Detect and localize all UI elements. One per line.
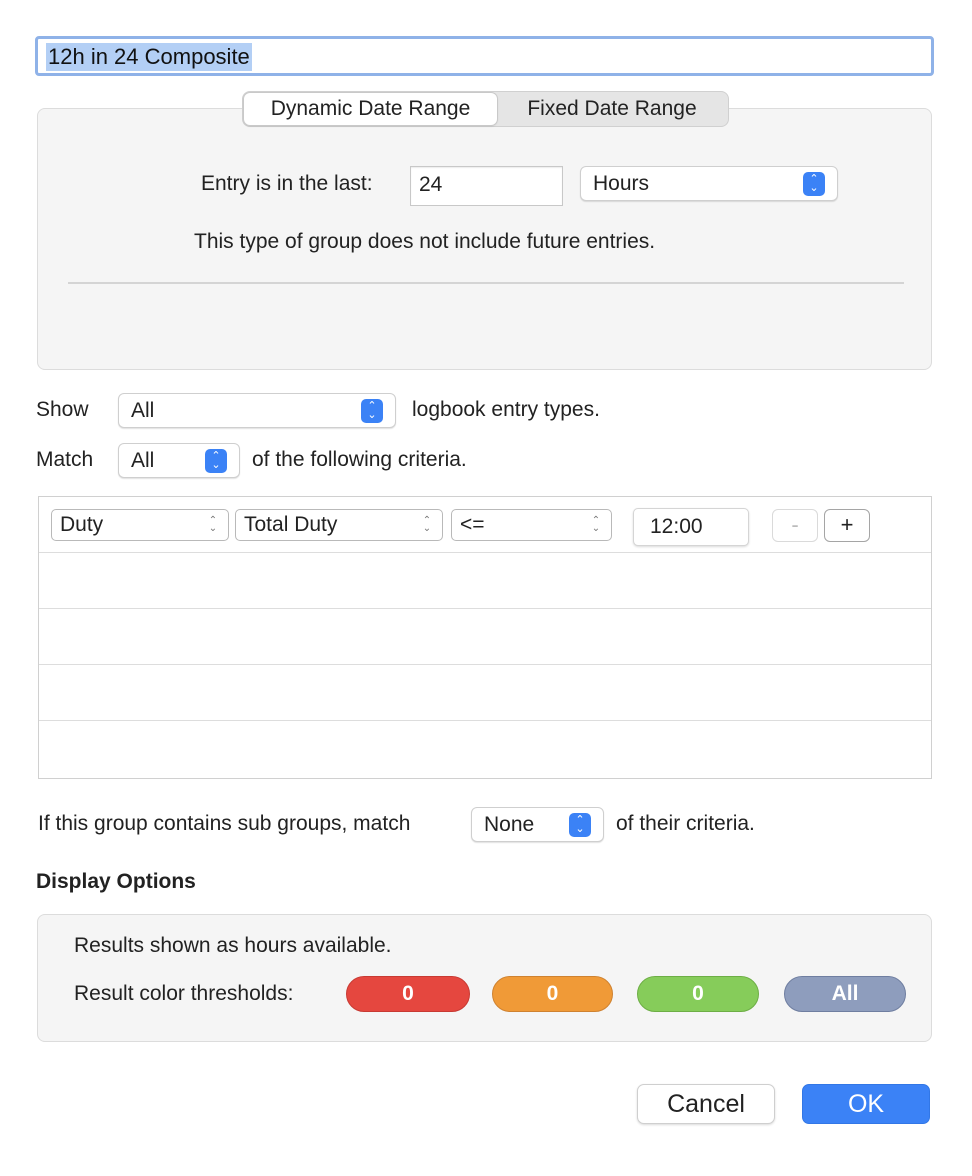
empty-criteria-row <box>39 609 931 665</box>
display-options-title: Display Options <box>36 870 196 893</box>
time-unit-popup[interactable] <box>580 166 838 201</box>
future-entries-note: This type of group does not include future entries. <box>194 230 656 253</box>
criteria-field-value: Duty <box>60 513 104 536</box>
criteria-row <box>39 497 931 553</box>
entry-types-value: All <box>131 398 155 422</box>
cancel-button[interactable]: Cancel <box>637 1084 775 1124</box>
results-shown-text: Results shown as hours available. <box>74 934 392 957</box>
empty-criteria-row <box>39 665 931 721</box>
empty-criteria-row <box>39 553 931 609</box>
entry-last-input[interactable]: 24 <box>410 166 563 206</box>
ok-button[interactable]: OK <box>802 1084 930 1124</box>
group-name-field[interactable] <box>35 36 934 76</box>
add-criteria-button[interactable]: + <box>824 509 870 542</box>
tab-fixed-date-range[interactable]: Fixed Date Range <box>527 97 697 120</box>
match-suffix: of the following criteria. <box>252 448 467 471</box>
thresholds-label: Result color thresholds: <box>74 982 294 1005</box>
chevron-up-down-icon: ⌃ ⌄ <box>422 515 432 534</box>
group-name-value: 12h in 24 Composite <box>48 44 250 69</box>
match-value: All <box>131 448 155 472</box>
threshold-green-button[interactable]: 0 <box>637 976 759 1012</box>
chevron-up-down-icon: ⌃ ⌄ <box>803 172 825 196</box>
threshold-red-button[interactable]: 0 <box>346 976 470 1012</box>
criteria-table <box>38 496 932 779</box>
criteria-operator-popup[interactable] <box>451 509 612 541</box>
divider <box>68 282 904 284</box>
threshold-orange-button[interactable]: 0 <box>492 976 613 1012</box>
subgroups-match-value: None <box>484 812 535 836</box>
chevron-up-down-icon: ⌃ ⌄ <box>569 813 591 837</box>
threshold-all-button[interactable]: All <box>784 976 906 1012</box>
match-label: Match <box>36 448 94 471</box>
match-popup[interactable] <box>118 443 240 478</box>
subgroups-prefix: If this group contains sub groups, match <box>38 812 411 835</box>
chevron-up-down-icon: ⌃ ⌄ <box>205 449 227 473</box>
show-label: Show <box>36 398 89 421</box>
chevron-up-down-icon: ⌃ ⌄ <box>591 515 601 534</box>
chevron-up-down-icon: ⌃ ⌄ <box>361 399 383 423</box>
subgroups-match-popup[interactable] <box>471 807 604 842</box>
criteria-subfield-value: Total Duty <box>244 513 338 536</box>
date-range-segmented-control[interactable] <box>242 91 729 127</box>
entry-last-label: Entry is in the last: <box>201 172 373 195</box>
empty-criteria-row <box>39 721 931 777</box>
subgroups-suffix: of their criteria. <box>616 812 755 835</box>
chevron-up-down-icon: ⌃ ⌄ <box>208 515 218 534</box>
criteria-operator-value: <= <box>460 513 485 536</box>
time-unit-value: Hours <box>593 171 650 195</box>
remove-criteria-button[interactable]: - <box>772 509 818 542</box>
criteria-field-popup[interactable] <box>51 509 229 541</box>
entry-types-popup[interactable] <box>118 393 396 428</box>
show-suffix: logbook entry types. <box>412 398 600 421</box>
tab-dynamic-date-range[interactable]: Dynamic Date Range <box>244 93 497 125</box>
criteria-subfield-popup[interactable] <box>235 509 443 541</box>
criteria-value-field[interactable]: 12:00 <box>633 508 749 546</box>
